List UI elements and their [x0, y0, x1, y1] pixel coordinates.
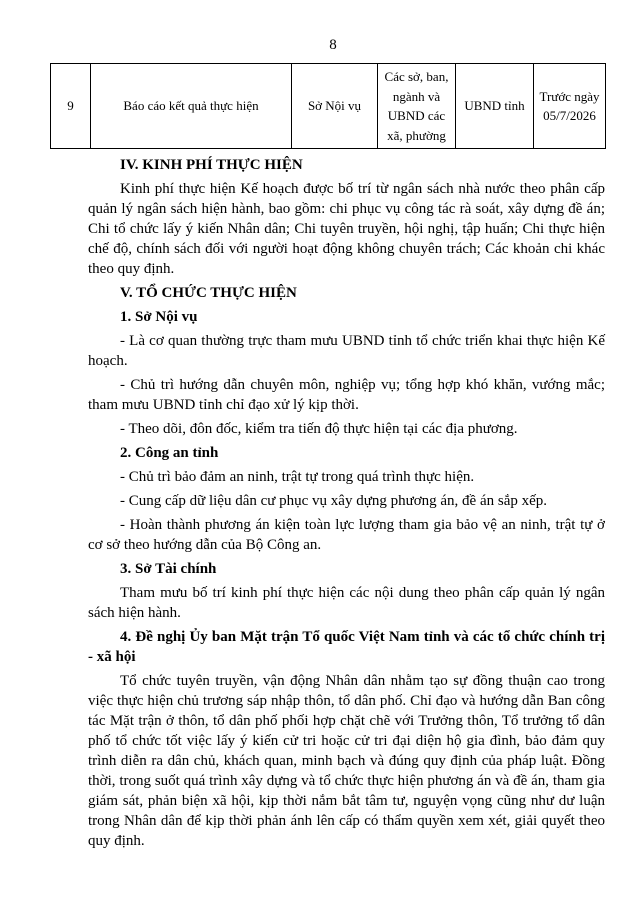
lead-agency-cell: Sở Nội vụ — [292, 64, 378, 149]
task-cell: Báo cáo kết quả thực hiện — [91, 64, 292, 149]
list-item: - Cung cấp dữ liệu dân cư phục vụ xây dựng phương án, đề án sắp xếp. — [120, 493, 548, 509]
section-heading-funding: IV. KINH PHÍ THỰC HIỆN — [120, 157, 303, 173]
list-item: - Theo dõi, đôn đốc, kiểm tra tiến độ thực hiện tại các địa phương. — [120, 421, 518, 437]
approving-agency-cell: UBND tỉnh — [456, 64, 534, 149]
funding-paragraph: Kinh phí thực hiện Kế hoạch được bố trí từ ngân sách nhà nước theo phân cấp quản lý ngân sách hiện hành, bao gồm: chi phục vụ công tác rà soát, xây dựng đề án; Chi tổ chức lấy ý kiến Nhân dân; Chi tuyên truyền, hội nghị, tập huấn; Chi thực hiện chế độ, chính sách đối với người hoạt động không chuyên trách; Các khoản chi khác theo quy định. — [88, 181, 605, 277]
deadline-cell: Trước ngày 05/7/2026 — [534, 64, 606, 149]
list-item: Tham mưu bố trí kinh phí thực hiện các nội dung theo phân cấp quản lý ngân sách hiện hành. — [88, 585, 605, 621]
unit-heading-finance: 3. Sở Tài chính — [120, 561, 217, 577]
coordinating-agencies-cell: Các sở, ban, ngành và UBND các xã, phường — [378, 64, 456, 149]
funding-section — [88, 155, 605, 279]
task-table — [50, 63, 606, 149]
implementation-section — [88, 283, 605, 851]
list-item: - Hoàn thành phương án kiện toàn lực lượng tham gia bảo vệ an ninh, trật tự ở cơ sở theo hướng dẫn của Bộ Công an. — [88, 517, 605, 553]
table-row — [51, 64, 606, 149]
unit-heading-fatherland-front: 4. Đề nghị Ủy ban Mặt trận Tổ quốc Việt Nam tỉnh và các tổ chức chính trị - xã hội — [88, 629, 605, 665]
document-body — [88, 155, 605, 851]
page-number: 8 — [329, 37, 337, 53]
list-item: - Chủ trì hướng dẫn chuyên môn, nghiệp vụ; tổng hợp khó khăn, vướng mắc; tham mưu UBND tỉnh chỉ đạo xử lý kịp thời. — [88, 377, 605, 413]
list-item: - Là cơ quan thường trực tham mưu UBND tỉnh tổ chức triển khai thực hiện Kế hoạch. — [88, 333, 605, 369]
unit-heading-police: 2. Công an tỉnh — [120, 445, 219, 461]
unit-heading-home-affairs: 1. Sở Nội vụ — [120, 309, 198, 325]
section-heading-implementation: V. TỔ CHỨC THỰC HIỆN — [120, 285, 297, 301]
list-item: Tổ chức tuyên truyền, vận động Nhân dân nhằm tạo sự đồng thuận cao trong việc thực hiện chủ trương sáp nhập thôn, tổ dân phố. Chỉ đạo và hướng dẫn Ban công tác Mặt trận ở thôn, tổ dân phố phối hợp chặt chẽ với Trưởng thôn, Tổ trưởng tổ dân phố tổ chức tốt việc lấy ý kiến cử tri hoặc cử tri đại diện hộ gia đình, bảo đảm quy trình diễn ra dân chủ, khách quan, minh bạch và đúng quy định của pháp luật. Đồng thời, trong suốt quá trình xây dựng và tổ chức thực hiện phương án và đề án, tham gia giám sát, phản biện xã hội, kịp thời nắm bắt tâm tư, nguyện vọng cũng như dư luận trong Nhân dân để kịp thời phản ánh lên cấp có thẩm quyền xem xét, giải quyết theo quy định. — [88, 673, 605, 849]
stt-cell: 9 — [51, 64, 91, 149]
list-item: - Chủ trì bảo đảm an ninh, trật tự trong quá trình thực hiện. — [120, 469, 475, 485]
